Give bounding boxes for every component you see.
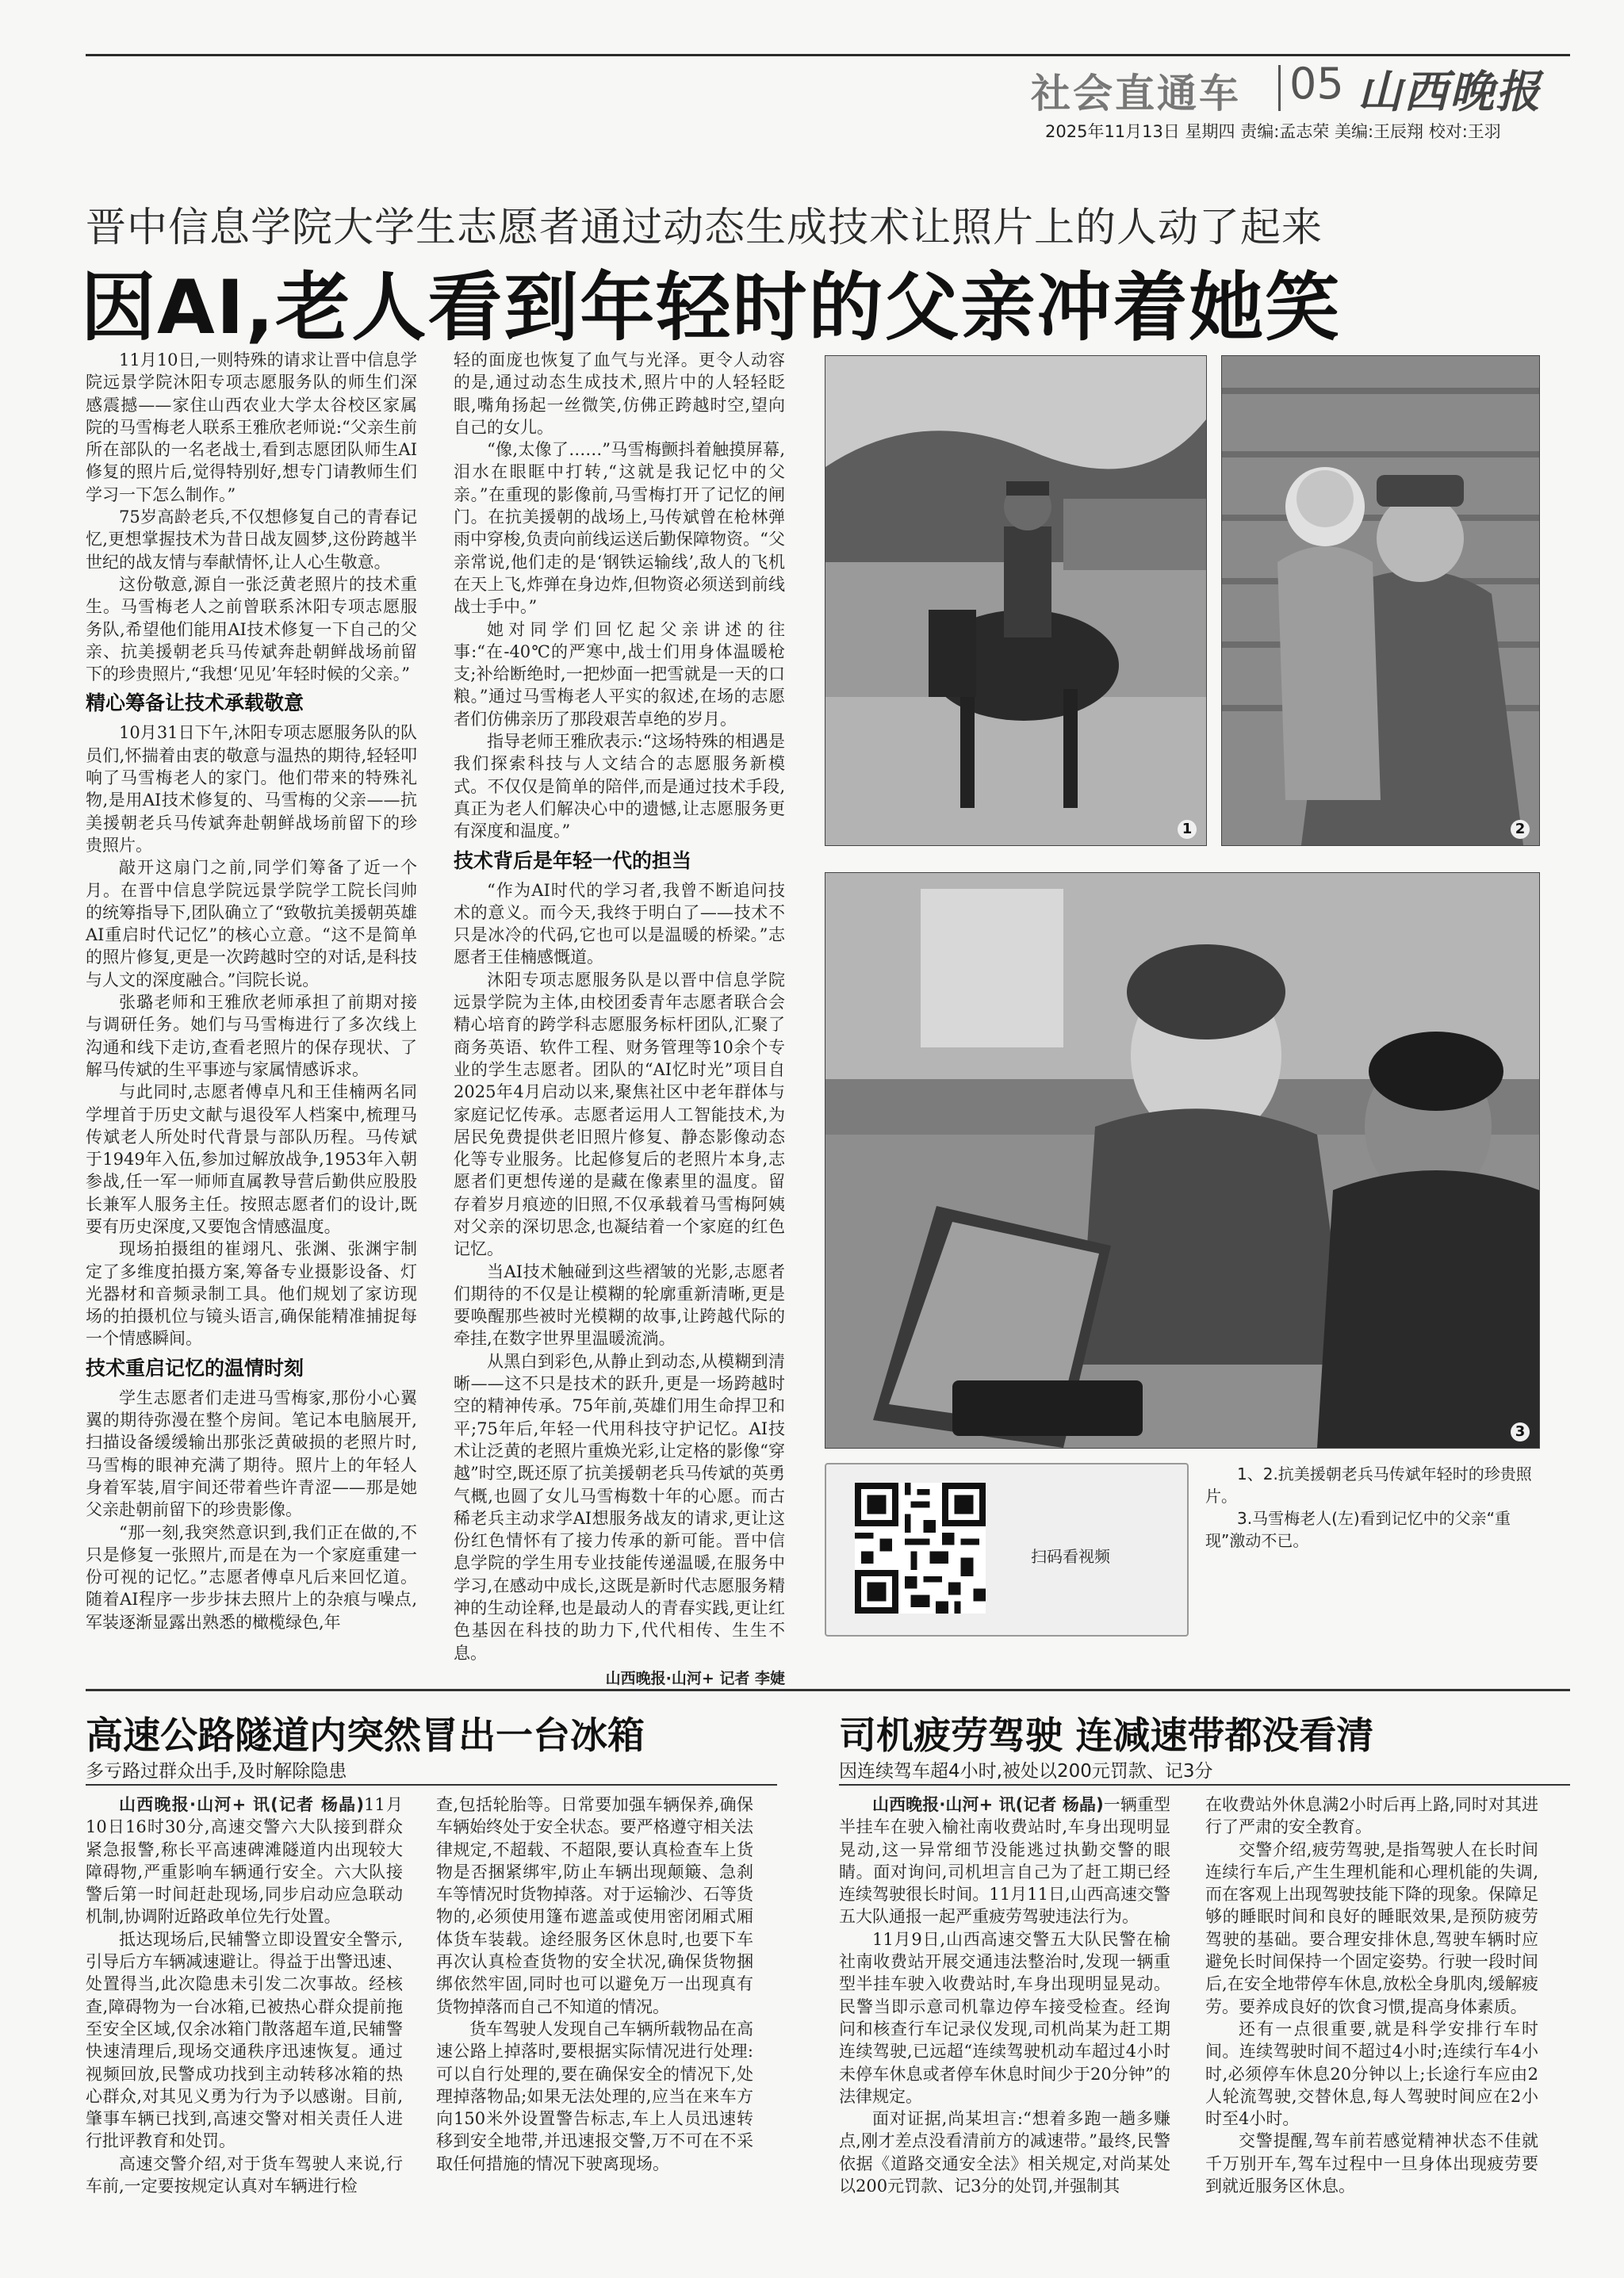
qr-label: 扫码看视频 [1031,1547,1110,1566]
photo-2-image [1222,356,1539,845]
story2-rule [86,1784,777,1786]
masthead-separator [1278,65,1281,111]
paragraph: 敲开这扇门之前,同学们筹备了近一个月。在晋中信息学院远景学院学工院长闫帅的统筹指导下,团队确立了“致敬抗美援朝英雄AI重启时代记忆”的核心立意。“这不是简单的照片修复,更是一次跨越时空的对话,是科技与人文的深度融合。”闫院长说。 [86,858,417,990]
paragraph: 学生志愿者们走进马雪梅家,那份小心翼翼的期待弥漫在整个房间。笔记本电脑展开,扫描设备缓缓输出那张泛黄破损的老照片时,马雪梅的眼神充满了期待。照片上的年轻人身着军装,眉宇间还带着些许青涩——那是她父亲赴朝前留下的珍贵影像。 [86,1388,417,1520]
story1-title: 因AI,老人看到年轻时的父亲冲着她笑 [81,265,1342,351]
story2-deck: 多亏路过群众出手,及时解除隐患 [86,1761,347,1782]
paragraph: 抵达现场后,民辅警立即设置安全警示,引导后方车辆减速避让。得益于出警迅速、处置得当,此次隐患未引发二次事故。经核查,障碍物为一台冰箱,已被热心群众提前拖至安全区域,仅余冰箱门散落超车道,民辅警快速清理后,现场交通秩序迅速恢复。通过视频回放,民警成功找到主动转移冰箱的热心群众,对其见义勇为行为予以感谢。目前,肇事车辆已找到,高速交警对相关责任人进行批评教育和处罚。 [86,1929,403,2151]
photo-number-2: 2 [1511,820,1530,839]
photo-3-image [825,873,1539,1448]
story2-column-2 [436,1794,753,2175]
paragraph: 面对证据,尚某坦言:“想着多跑一趟多赚点,刚才差点没看清前方的减速带。”最终,民警依据《道路交通安全法》相关规定,对尚某处以200元罚款、记3分的处罚,并强制其 [839,2109,1170,2196]
paragraph: 还有一点很重要,就是科学安排行车时间。连续驾驶时间不超过4小时;连续行车4小时,必须停车休息20分钟以上;长途行车应由2人轮流驾驶,交替休息,每人驾驶时间应在2小时至4小时。 [1205,2019,1538,2129]
subhead-1: 精心筹备让技术承载敬意 [86,691,304,715]
photo-father-holding-child [1221,355,1540,846]
paragraph [86,1794,403,1928]
paragraph: 货车驾驶人发现自己车辆所载物品在高速公路上掉落时,要根据实际情况进行处理:可以自行处理的,要在确保安全的情况下,处理掉落物品;如果无法处理的,应当在来车方向150米外设置警告标志,车上人员迅速转移到安全地带,并迅速报交警,万不可在不采取任何措施的情况下驶离现场。 [436,2019,753,2173]
qr-code-image [855,1483,986,1614]
photo-soldier-on-horse [825,355,1207,846]
story2-title: 高速公路隧道内突然冒出一台冰箱 [86,1714,645,1758]
paragraph: 当AI技术触碰到这些褶皱的光影,志愿者们期待的不仅是让模糊的轮廓重新清晰,更是要唤醒那些被时光模糊的故事,让跨越代际的牵挂,在数字世界里温暖流淌。 [454,1262,785,1349]
subhead-3: 技术背后是年轻一代的担当 [454,848,692,872]
paragraph: 轻的面庞也恢复了血气与光泽。更令人动容的是,通过动态生成技术,照片中的人轻轻眨眼,嘴角扬起一丝微笑,仿佛正跨越时空,望向自己的女儿。 [454,350,785,437]
story3-title: 司机疲劳驾驶 连减速带都没看清 [839,1714,1374,1758]
paragraph: “像,太像了……”马雪梅颤抖着触摸屏幕,泪水在眼眶中打转,“这就是我记忆中的父亲。”在重现的影像前,马雪梅打开了记忆的闸门。在抗美援朝的战场上,马传斌曾在枪林弹雨中穿梭,负责向前线运送后勤保障物资。“父亲常说,他们走的是‘钢铁运输线’,敌人的飞机在天上飞,炸弹在身边炸,但物资必须送到前线战士手中。” [454,440,785,617]
paragraph: 10月31日下午,沐阳专项志愿服务队的队员们,怀揣着由衷的敬意与温热的期待,轻轻叩响了马雪梅老人的家门。他们带来的特殊礼物,是用AI技术修复的、马雪梅的父亲——抗美援朝老兵马传斌奔赴朝鲜战场前留下的珍贵照片。 [86,723,417,855]
photo-woman-viewing-laptop [825,872,1540,1449]
paragraph: 查,包括轮胎等。日常要加强车辆保养,确保车辆始终处于安全状态。要严格遵守相关法律规定,不超载、不超限,要认真检查车上货物是否捆紧绑牢,防止车辆出现颠簸、急刹车等情况时货物掉落。对于运输沙、石等货物的,必须使用篷布遮盖或使用密闭厢式厢体货车装载。途经服务区休息时,也要下车再次认真检查货物的安全状况,确保货物捆绑依然牢固,同时也可以避免万一出现真有货物掉落而自己不知道的情况。 [436,1795,753,2016]
paragraph: 与此同时,志愿者傅卓凡和王佳楠两名同学埋首于历史文献与退役军人档案中,梳理马传斌老人所处时代背景与部队历程。马传斌于1949年入伍,参加过解放战争,1953年入朝参战,任一军一师师直属教导营后勤供应股股长兼军人服务主任。按照志愿者们的设计,既要有历史深度,又要饱含情感温度。 [86,1082,417,1236]
paragraph: “那一刻,我突然意识到,我们正在做的,不只是修复一张照片,而是在为一个家庭重建一份可视的记忆。”志愿者傅卓凡后来回忆道。随着AI程序一步步抹去照片上的杂痕与噪点,军装逐渐显露出熟悉的橄榄绿色,年 [86,1522,417,1632]
paragraph: 张璐老师和王雅欣老师承担了前期对接与调研任务。她们与马雪梅进行了多次线上沟通和线下走访,查看老照片的保存现状、了解马传斌的生平事迹与家属情感诉求。 [86,993,417,1079]
paragraph: 从黑白到彩色,从静止到动态,从模糊到清晰——这不只是技术的跃升,更是一场跨越时空的精神传承。75年前,英雄们用生命捍卫和平;75年后,年轻一代用科技守护记忆。AI技术让泛黄的老照片重焕光彩,让定格的影像“穿越”时空,既还原了抗美援朝老兵马传斌的英勇气概,也圆了女儿马雪梅数十年的心愿。而古稀老兵主动求学AI想服务战友的请求,更让这份红色情怀有了接力传承的新可能。晋中信息学院的学生用专业技能传递温暖,在服务中学习,在感动中成长,这既是新时代志愿服务精神的生动诠释,也是最动人的青春实践,更让红色基因在科技的助力下,代代相传、生生不息。 [454,1351,785,1663]
paragraph [839,1794,1170,1928]
story1-byline: 山西晚报·山河+ 记者 李婕 [605,1669,785,1687]
section-divider [86,1689,1570,1691]
paragraph: 交警介绍,疲劳驾驶,是指驾驶人在长时间连续行车后,产生生理机能和心理机能的失调,而在客观上出现驾驶技能下降的现象。保障足够的睡眠时间和良好的睡眠效果,是预防疲劳驾驶的基础。要合理安排休息,驾驶车辆时应避免长时间保持一个固定姿势。行驶一段时间后,在安全地带停车休息,放松全身肌肉,缓解疲劳。要养成良好的饮食习惯,提高身体素质。 [1205,1840,1538,2016]
paragraph: 现场拍摄组的崔翊凡、张渊、张渊宇制定了多维度拍摄方案,筹备专业摄影设备、灯光器材和音频录制工具。他们规划了家访现场的拍摄机位与镜头语言,确保能精准捕捉每一个情感瞬间。 [86,1239,417,1349]
story1-column-2 [454,349,785,1690]
page-number: 05 [1289,59,1344,109]
paragraph: 她对同学们回忆起父亲讲述的往事:“在-40℃的严寒中,战士们用身体温暖枪支;补给断绝时,一把炒面一把雪就是一天的口粮。”通过马雪梅老人平实的叙述,在场的志愿者们仿佛亲历了那段艰苦卓绝的岁月。 [454,619,785,729]
story2-lead: 山西晚报·山河+ 讯(记者 杨晶) [119,1795,365,1814]
story2-column-1 [86,1794,403,2197]
story3-deck: 因连续驾车超4小时,被处以200元罚款、记3分 [839,1761,1213,1782]
paragraph: 沐阳专项志愿服务队是以晋中信息学院远景学院为主体,由校团委青年志愿者联合会精心培育的跨学科志愿服务标杆团队,汇聚了商务英语、软件工程、财务管理等10余个专业的学生志愿者。团队的“AI忆时光”项目自2025年4月启动以来,聚焦社区中老年群体与家庭记忆传承。志愿者运用人工智能技术,为居民免费提供老旧照片修复、静态影像动态化等专业服务。比起修复后的老照片本身,志愿者们更想传递的是藏在像素里的温度。留存着岁月痕迹的旧照,不仅承载着马雪梅阿姨对父亲的深切思念,也凝结着一个家庭的红色记忆。 [454,970,785,1259]
dateline: 2025年11月13日 星期四 责编:孟志荣 美编:王辰翔 校对:王羽 [1045,122,1501,141]
paragraph-text: 11月10日16时30分,高速交警六大队接到群众紧急报警,称长平高速碑滩隧道内出现较大障碍物,严重影响车辆通行安全。六大队接警后第一时间赶赴现场,同步启动应急联动机制,协调附近路政单位先行处置。 [86,1795,403,1927]
paragraph: 11月10日,一则特殊的请求让晋中信息学院远景学院沐阳专项志愿服务队的师生们深感震撼——家住山西农业大学太谷校区家属院的马雪梅老人联系王雅欣老师说:“父亲生前所在部队的一名老战士,看到志愿团队师生AI修复的照片后,觉得特别好,想专门请教师生们学习一下怎么制作。” [86,350,417,504]
top-rule [86,54,1570,56]
story3-lead: 山西晚报·山河+ 讯(记者 杨晶) [872,1795,1104,1814]
story1-column-1 [86,349,417,1633]
paragraph: 75岁高龄老兵,不仅想修复自己的青春记忆,更想掌握技术为昔日战友圆梦,这份跨越半世纪的战友情与奉献情怀,让人心生敬意。 [86,507,417,572]
newspaper-logo: 山西晚报 [1358,66,1542,118]
photo-number-3: 3 [1511,1422,1530,1441]
caption-2: 3.马雪梅老人(左)看到记忆中的父亲“重现”激动不已。 [1205,1509,1511,1550]
section-name: 社会直通车 [1031,70,1241,117]
story3-column-2 [1205,1794,1538,2197]
story3-rule [839,1784,1570,1786]
paragraph: 这份敬意,源自一张泛黄老照片的技术重生。马雪梅老人之前曾联系沐阳专项志愿服务队,希望他们能用AI技术修复一下自己的父亲、抗美援朝老兵马传斌奔赴朝鲜战场前留下的珍贵照片,“我想‘见见’年轻时候的父亲。” [86,574,417,684]
photo-1-image [825,356,1206,845]
paragraph-text: 一辆重型半挂车在驶入榆社南收费站时,车身出现明显晃动,这一异常细节没能逃过执勤交警的眼睛。面对询问,司机坦言自己为了赶工期已经连续驾驶很长时间。11月11日,山西高速交警五大队通报一起严重疲劳驾驶违法行为。 [839,1795,1171,1927]
photo-number-1: 1 [1178,820,1197,839]
paragraph: 交警提醒,驾车前若感觉精神状态不佳就千万别开车,驾车过程中一旦身体出现疲劳要到就近服务区休息。 [1205,2131,1538,2196]
paragraph: “作为AI时代的学习者,我曾不断追问技术的意义。而今天,我终于明白了——技术不只是冰冷的代码,它也可以是温暖的桥梁。”志愿者王佳楠感慨道。 [454,880,785,967]
photo-captions [1205,1463,1538,1552]
subhead-2: 技术重启记忆的温情时刻 [86,1356,304,1380]
paragraph: 高速交警介绍,对于货车驾驶人来说,行车前,一定要按规定认真对车辆进行检 [86,2154,403,2196]
qr-code[interactable] [855,1483,986,1614]
paragraph: 指导老师王雅欣表示:“这场特殊的相遇是我们探索科技与人文结合的志愿服务新模式。不仅仅是简单的陪伴,而是通过技术手段,真正为老人们解决心中的遗憾,让志愿服务更有深度和温度。” [454,732,785,841]
paragraph: 在收费站外休息满2小时后再上路,同时对其进行了严肃的安全教育。 [1205,1795,1538,1837]
paragraph: 11月9日,山西高速交警五大队民警在榆社南收费站开展交通违法整治时,发现一辆重型半挂车驶入收费站时,车身出现明显晃动。民警当即示意司机靠边停车接受检查。经询问和核查行车记录仪发现,司机尚某为赶工期连续驾驶,已远超“连续驾驶机动车超过4小时未停车休息或者停车休息时间少于20分钟”的法律规定。 [839,1929,1170,2106]
story1-kicker: 晋中信息学院大学生志愿者通过动态生成技术让照片上的人动了起来 [86,205,1323,251]
caption-1: 1、2.抗美援朝老兵马传斌年轻时的珍贵照片。 [1205,1464,1532,1506]
story3-column-1 [839,1794,1170,2197]
